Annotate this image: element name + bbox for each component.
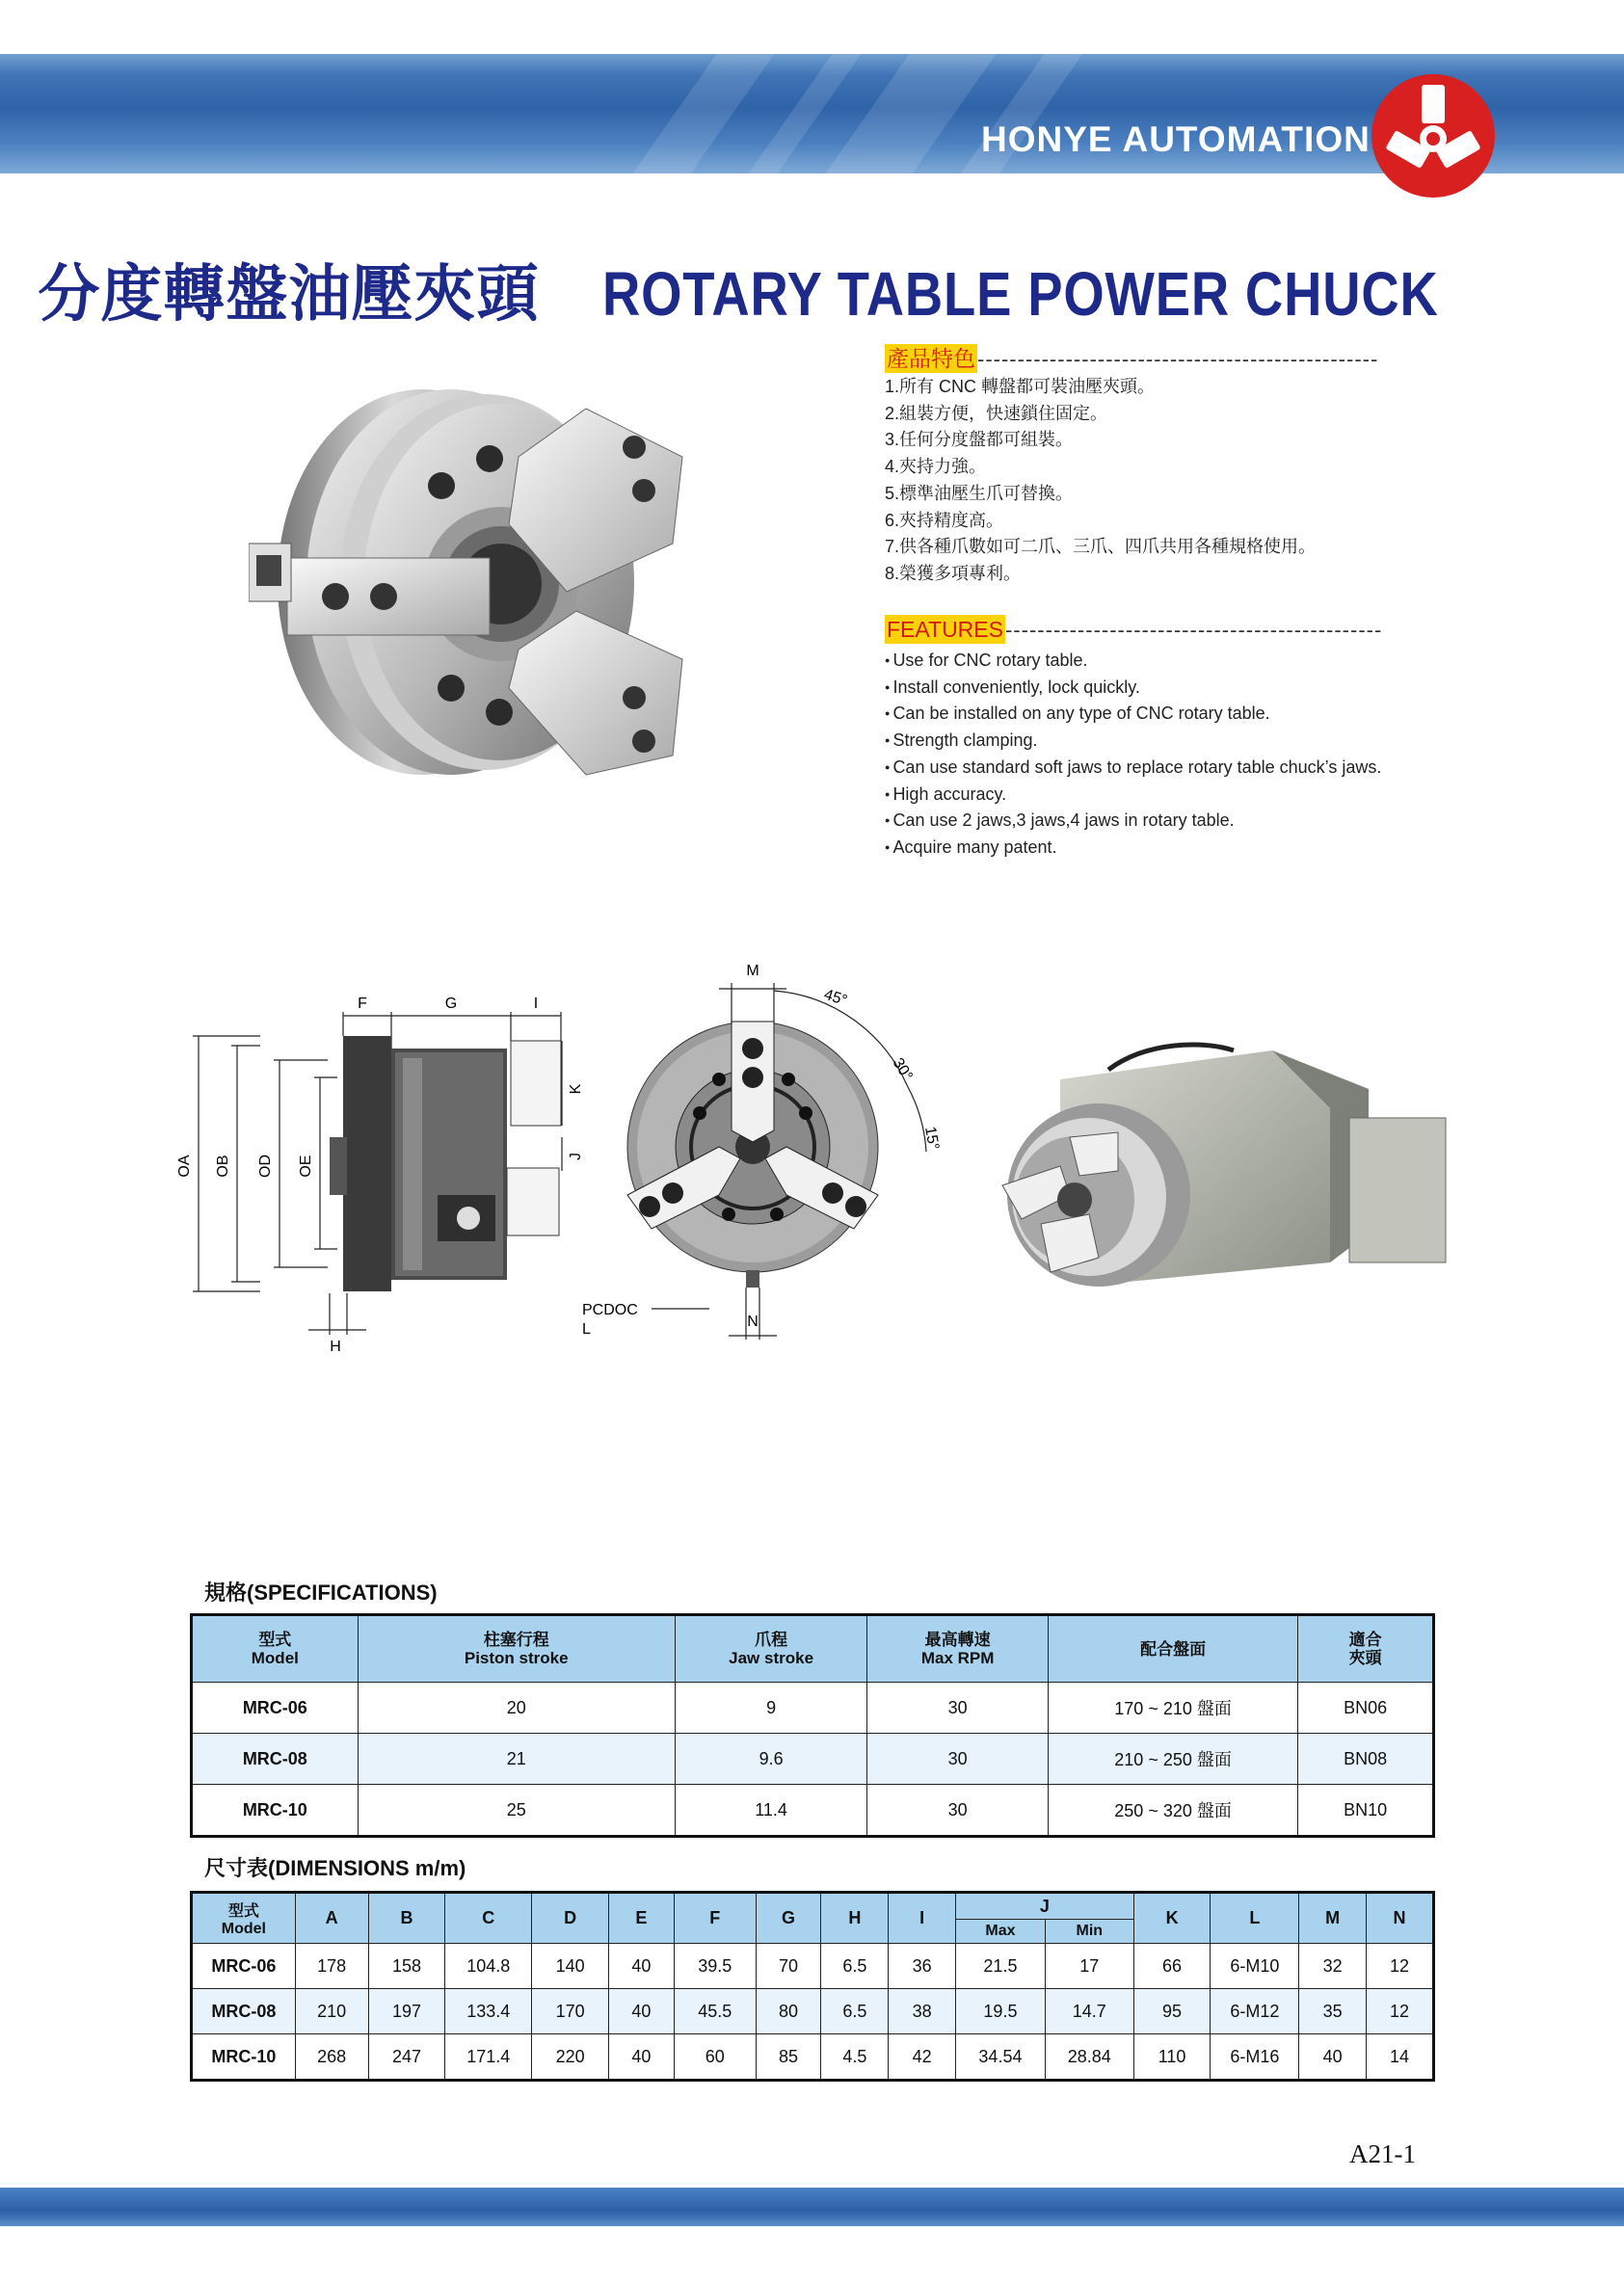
list-item: ● Can be installed on any type of CNC rotary table. [885,701,1381,728]
list-item: ● High accuracy. [885,782,1381,809]
dim-header-b: B [368,1893,445,1944]
dim-label-l: L [582,1321,591,1338]
page-number: A21-1 [1349,2139,1416,2168]
table-cell: 85 [756,2034,821,2081]
list-item: 1.所有 CNC 轉盤都可裝油壓夾頭。 [885,377,1156,396]
spec-header-chuck: 適合 夾頭 [1298,1615,1434,1683]
table-cell: 12 [1367,1944,1434,1989]
spec-header-piston: 柱塞行程 Piston stroke [358,1615,675,1683]
table-cell: 158 [368,1944,445,1989]
table-cell: 36 [889,1944,956,1989]
table-cell: 42 [889,2034,956,2081]
spec-header-model: 型式 Model [192,1615,359,1683]
list-item: 2.組裝方便，快速鎖住固定。 [885,403,1108,423]
list-item: ● Install conveniently, lock quickly. [885,675,1381,702]
dim-label-f: F [358,996,367,1012]
table-cell: 40 [609,1944,675,1989]
dim-header-k: K [1133,1893,1211,1944]
dimensions-table [190,1891,1435,2082]
table-cell: 6-M12 [1211,1989,1299,2034]
footer-band [0,2188,1624,2226]
table-row [192,2034,1434,2081]
dim-label-g: G [444,996,458,1012]
list-item: ● Use for CNC rotary table. [885,648,1381,675]
spec-table [190,1613,1435,1838]
spec-header-jaw: 爪程 Jaw stroke [675,1615,867,1683]
dim-label-ob: OB [215,1155,231,1178]
table-cell: 38 [889,1989,956,2034]
table-cell: 40 [609,1989,675,2034]
table-cell: 6.5 [821,1944,889,1989]
list-item: ● Can use 2 jaws,3 jaws,4 jaws in rotary table. [885,808,1381,835]
table-cell: 170 [532,1989,609,2034]
dim-label-j: J [568,1153,584,1160]
title-zh: 分度轉盤油壓夾頭 [38,259,540,329]
dim-header-i: I [889,1893,956,1944]
table-cell: 110 [1133,2034,1211,2081]
table-cell: 70 [756,1944,821,1989]
table-cell: MRC-10 [192,2034,296,2081]
dim-label-m: M [746,963,759,979]
page-title [0,245,1624,333]
dim-label-15: 15° [921,1125,943,1152]
list-item: 3.任何分度盤都可組裝。 [885,430,1074,450]
features-en-heading: FEATURES----------------------------------------------- [887,617,1383,642]
table-row: MRC-10 25 11.4 30 250 ~ 320 盤面 BN10 [192,1785,1434,1837]
table-cell: 6-M16 [1211,2034,1299,2081]
table-cell: 197 [368,1989,445,2034]
table-cell: 35 [1299,1989,1367,2034]
table-cell: MRC-08 [192,1989,296,2034]
table-cell: 32 [1299,1944,1367,1989]
dim-header-m: M [1299,1893,1367,1944]
list-item: ● Can use standard soft jaws to replace rotary table chuck’s jaws. [885,755,1381,782]
table-row [192,1989,1434,2034]
dimensions-title: 尺寸表(DIMENSIONS m/m) [204,1856,466,1880]
features-en-list [885,648,1381,862]
dim-header-a: A [295,1893,368,1944]
spec-title: 規格(SPECIFICATIONS) [204,1580,438,1605]
dim-header-j: J [956,1893,1134,1920]
list-item: ● Strength clamping. [885,728,1381,755]
table-cell: 60 [674,2034,756,2081]
dim-label-45: 45° [821,986,850,1010]
brand-logo-icon [1369,71,1498,200]
table-cell: 66 [1133,1944,1211,1989]
dim-header-j-min: Min [1045,1920,1133,1944]
table-cell: 210 [295,1989,368,2034]
dim-header-l: L [1211,1893,1299,1944]
table-cell: 12 [1367,1989,1434,2034]
table-cell: 19.5 [956,1989,1046,2034]
side-view-drawing [164,954,588,1359]
spec-header-table: 配合盤面 [1048,1615,1297,1683]
dim-header-d: D [532,1893,609,1944]
dim-header-e: E [609,1893,675,1944]
dim-header-model: 型式 Model [192,1893,296,1944]
dim-header-n: N [1367,1893,1434,1944]
table-cell: 40 [1299,2034,1367,2081]
dim-label-k: K [568,1083,584,1095]
table-row: MRC-06 20 9 30 170 ~ 210 盤面 BN06 [192,1683,1434,1734]
features-zh-list [885,374,1316,588]
list-item: 8.榮獲多項專利。 [885,563,1022,583]
table-cell: 14 [1367,2034,1434,2081]
dim-label-pcdoc: PCDOC [582,1302,638,1318]
dim-label-30: 30° [889,1055,916,1084]
dim-header-h: H [821,1893,889,1944]
table-cell: 171.4 [445,2034,532,2081]
dim-label-n: N [747,1314,759,1330]
table-cell: 140 [532,1944,609,1989]
list-item: 4.夾持力強。 [885,457,987,477]
table-cell: 178 [295,1944,368,1989]
table-cell: 34.54 [956,2034,1046,2081]
dim-label-oe: OE [298,1155,314,1178]
list-item: 7.供各種爪數如可二爪、三爪、四爪共用各種規格使用。 [885,537,1317,557]
list-item: 5.標準油壓生爪可替換。 [885,483,1074,503]
dim-header-f: F [674,1893,756,1944]
dim-label-h: H [330,1339,341,1355]
table-cell: 6.5 [821,1989,889,2034]
features-zh-heading: 產品特色-------------------------------------------------- [887,346,1379,371]
table-cell: 39.5 [674,1944,756,1989]
table-cell: 80 [756,1989,821,2034]
dim-label-od: OD [257,1155,274,1178]
table-cell: 247 [368,2034,445,2081]
table-cell: 21.5 [956,1944,1046,1989]
chuck-photo [249,370,702,794]
table-row: MRC-08 21 9.6 30 210 ~ 250 盤面 BN08 [192,1734,1434,1785]
table-cell: 28.84 [1045,2034,1133,2081]
table-cell: 17 [1045,1944,1133,1989]
dim-label-oa: OA [176,1155,193,1178]
dim-header-j-max: Max [956,1920,1046,1944]
table-cell: 45.5 [674,1989,756,2034]
table-cell: 133.4 [445,1989,532,2034]
table-cell: MRC-06 [192,1944,296,1989]
list-item: ● Acquire many patent. [885,835,1381,862]
title-en: ROTARY TABLE POWER CHUCK [601,259,1439,329]
spec-header-rpm: 最高轉速 Max RPM [867,1615,1049,1683]
table-cell: 104.8 [445,1944,532,1989]
table-cell: 14.7 [1045,1989,1133,2034]
rotary-table-photo [983,1041,1455,1291]
dim-header-g: G [756,1893,821,1944]
table-cell: 6-M10 [1211,1944,1299,1989]
table-row [192,1944,1434,1989]
table-cell: 268 [295,2034,368,2081]
table-cell: 40 [609,2034,675,2081]
table-cell: 95 [1133,1989,1211,2034]
table-cell: 220 [532,2034,609,2081]
table-cell: 4.5 [821,2034,889,2081]
dim-header-c: C [445,1893,532,1944]
front-view-drawing [574,954,970,1359]
list-item: 6.夾持精度高。 [885,510,1004,530]
brand-name: HONYE AUTOMATION [981,120,1371,159]
dim-label-i: I [533,996,539,1012]
